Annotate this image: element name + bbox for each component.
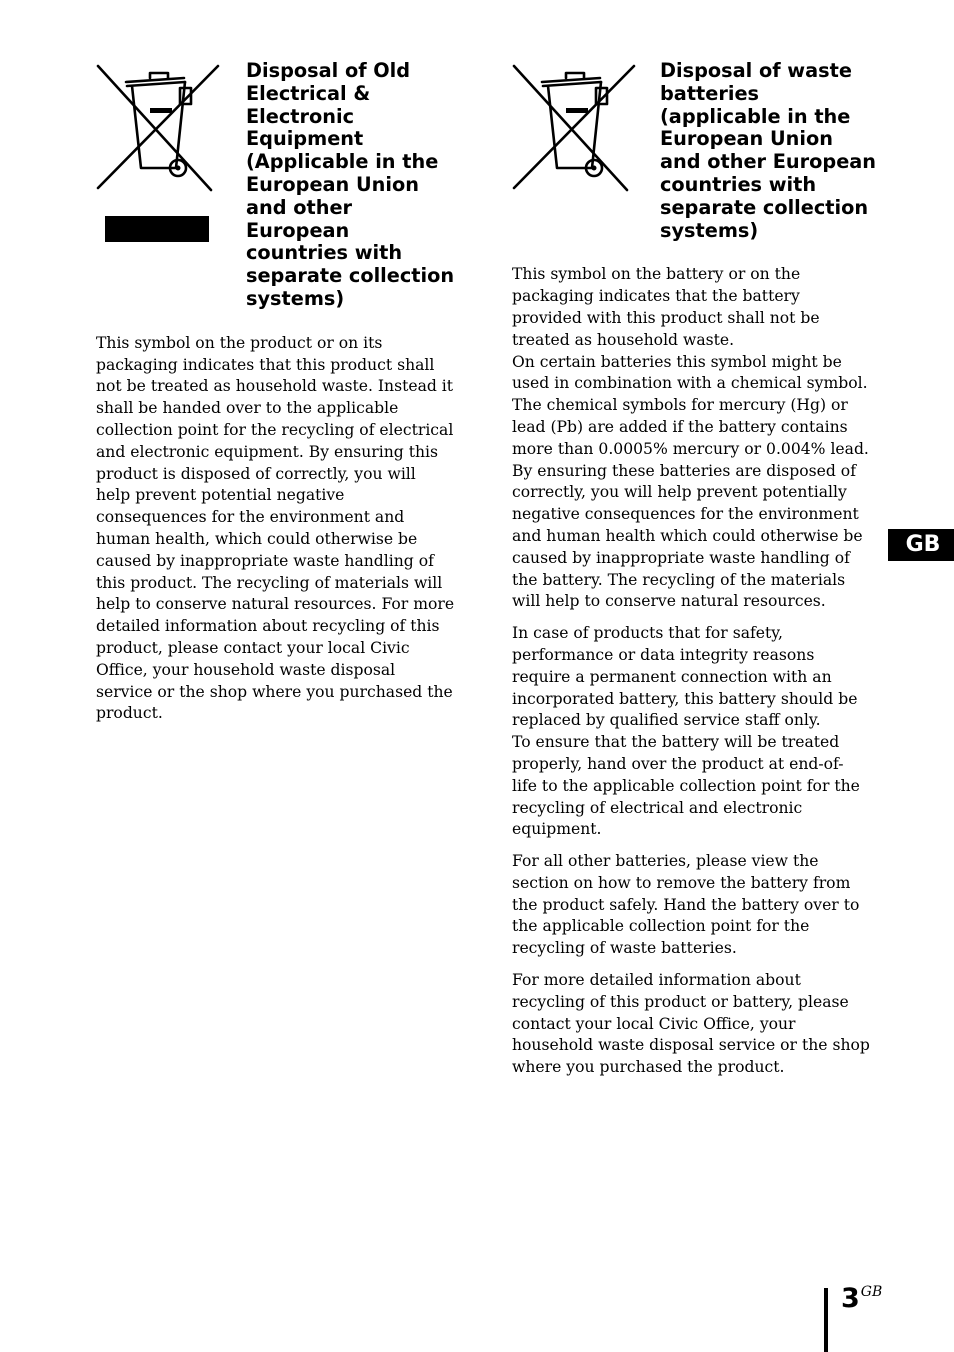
weee-heading: Disposal of Old Electrical & Electronic Equipment (Applicable in the European Union and other European countries with separate collection systems) (246, 59, 455, 310)
battery-paragraph-3: For all other batteries, please view the section on how to remove the battery from the product safely. Hand the battery over to the applicable collection point for the recycling of waste batteries. (512, 852, 860, 958)
page-number-suffix: GB (860, 1284, 883, 1300)
battery-header (512, 60, 880, 242)
weee-section (96, 60, 461, 725)
battery-paragraph-1: This symbol on the battery or on the packaging indicates that the battery provided with this product shall not be treated as household waste. On certain batteries this symbol might be used in combination with a chemical symbol. The chemical symbols for mercury (Hg) or lead (Pb) are added if the battery contains more than 0.0005% mercury or 0.004% lead. By ensuring these batteries are disposed of correctly, you will help prevent potentially negative consequences for the environment and human health which could otherwise be caused by inappropriate waste handling of the battery. The recycling of the materials will help to conserve natural resources. (512, 265, 869, 611)
crossed-out-wheeled-bin-icon (96, 64, 220, 192)
battery-paragraph-2: In case of products that for safety, performance or data integrity reasons require a permanent connection with an incorporated battery, this battery should be replaced by qualified service staff only. To ensure that the battery will be treated properly, hand over the product at end-of- life to the applicable collection point for the recycling of electrical and electronic equipment. (512, 624, 860, 839)
battery-paragraph-4: For more detailed information about recycling of this product or battery, please contact your local Civic Office, your household waste disposal service or the shop where you purchased the product. (512, 971, 870, 1077)
weee-body: This symbol on the product or on its packaging indicates that this product shall not be treated as household waste. Instead it shall be handed over to the applicable collection point for the recycling of electrical and electronic equipment. By ensuring this product is disposed of correctly, you will help prevent potential negative consequences for the environment and human health, which could otherwise be caused by inappropriate waste handling of this product. The recycling of materials will help to conserve natural resources. For more detailed information about recycling of this product, please contact your local Civic Office, your household waste disposal service or the shop where you purchased the product. (96, 333, 455, 723)
battery-heading: Disposal of waste batteries (applicable in the European Union and other European countries with separate collection systems) (660, 59, 877, 242)
page-number-rule (824, 1288, 828, 1352)
language-tab: GB (888, 529, 954, 561)
battery-section (512, 60, 880, 1079)
black-bar-marker (105, 216, 209, 242)
crossed-out-wheeled-bin-icon (512, 64, 636, 192)
weee-header (96, 60, 461, 311)
page-number (841, 1283, 882, 1315)
page-number-value: 3 (841, 1283, 860, 1314)
